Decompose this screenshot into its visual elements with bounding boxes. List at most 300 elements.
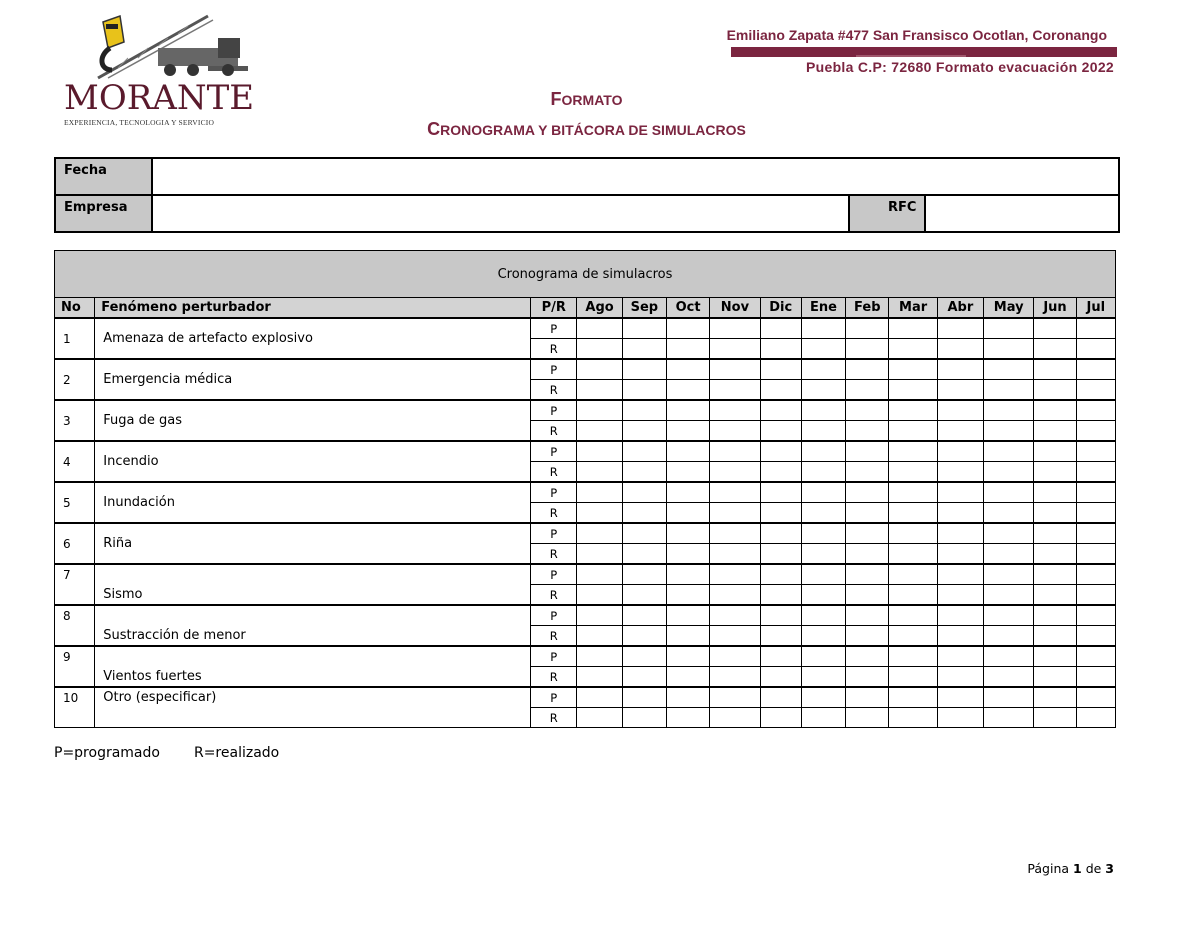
row-number: 2 [55,359,95,400]
schedule-cell-p[interactable] [1076,646,1115,667]
schedule-cell-r[interactable] [1034,339,1076,360]
schedule-cell-p[interactable] [666,400,709,421]
subtitle-rest: RONOGRAMA Y BITÁCORA DE SIMULACROS [440,122,746,138]
schedule-cell-r[interactable] [622,585,666,606]
schedule-cell-r[interactable] [1034,708,1076,728]
col-header-month: Ene [801,298,845,319]
schedule-cell-p[interactable] [710,646,760,667]
schedule-cell-p[interactable] [937,687,983,708]
schedule-cell-r[interactable] [984,544,1034,565]
schedule-cell-r[interactable] [801,339,845,360]
schedule-cell-r[interactable] [1034,421,1076,442]
table-row [55,564,1116,585]
schedule-cell-p[interactable] [577,523,622,544]
table-row [55,523,1116,544]
schedule-cell-r[interactable] [710,339,760,360]
schedule-cell-p[interactable] [577,359,622,380]
pr-label-p: P [531,359,577,380]
schedule-cell-p[interactable] [984,318,1034,339]
schedule-cell-r[interactable] [937,380,983,401]
schedule-cell-r[interactable] [710,585,760,606]
schedule-cell-p[interactable] [577,646,622,667]
schedule-cell-p[interactable] [1034,646,1076,667]
schedule-cell-r[interactable] [889,626,937,647]
schedule-cell-p[interactable] [622,400,666,421]
schedule-cell-r[interactable] [1076,708,1115,728]
schedule-cell-p[interactable] [710,318,760,339]
schedule-cell-p[interactable] [760,687,801,708]
schedule-cell-r[interactable] [937,421,983,442]
schedule-cell-p[interactable] [1076,687,1115,708]
schedule-cell-p[interactable] [889,441,937,462]
schedule-cell-p[interactable] [710,687,760,708]
schedule-cell-r[interactable] [666,380,709,401]
schedule-cell-r[interactable] [1034,667,1076,688]
table-row [55,441,1116,462]
rfc-label: RFC [849,195,925,232]
schedule-cell-p[interactable] [710,482,760,503]
schedule-cell-p[interactable] [622,318,666,339]
schedule-cell-r[interactable] [984,708,1034,728]
schedule-cell-p[interactable] [577,318,622,339]
schedule-cell-r[interactable] [666,339,709,360]
schedule-cell-r[interactable] [801,585,845,606]
schedule-cell-p[interactable] [760,318,801,339]
schedule-cell-p[interactable] [622,482,666,503]
pr-label-p: P [531,687,577,708]
schedule-cell-p[interactable] [622,359,666,380]
schedule-cell-p[interactable] [666,359,709,380]
schedule-cell-p[interactable] [710,605,760,626]
pr-label-r: R [531,544,577,565]
schedule-cell-r[interactable] [846,339,889,360]
schedule-cell-r[interactable] [577,667,622,688]
schedule-cell-p[interactable] [937,441,983,462]
schedule-cell-p[interactable] [1076,605,1115,626]
schedule-cell-r[interactable] [622,708,666,728]
schedule-cell-r[interactable] [1034,585,1076,606]
schedule-cell-r[interactable] [846,667,889,688]
legend-programado: P=programado [54,745,160,761]
schedule-cell-r[interactable] [666,626,709,647]
schedule-cell-p[interactable] [937,605,983,626]
schedule-cell-p[interactable] [666,318,709,339]
empresa-field[interactable] [152,195,849,232]
schedule-cell-p[interactable] [622,441,666,462]
schedule-cell-r[interactable] [801,421,845,442]
schedule-cell-r[interactable] [984,585,1034,606]
page-number [1027,861,1114,876]
schedule-cell-p[interactable] [577,441,622,462]
schedule-cell-p[interactable] [937,564,983,585]
schedule-cell-r[interactable] [710,626,760,647]
schedule-cell-p[interactable] [1076,400,1115,421]
schedule-cell-r[interactable] [666,585,709,606]
schedule-cell-r[interactable] [846,462,889,483]
schedule-cell-p[interactable] [710,359,760,380]
schedule-cell-p[interactable] [760,482,801,503]
pr-label-p: P [531,441,577,462]
pr-label-p: P [531,605,577,626]
schedule-cell-r[interactable] [1076,626,1115,647]
schedule-cell-r[interactable] [984,462,1034,483]
schedule-cell-p[interactable] [666,605,709,626]
schedule-cell-p[interactable] [622,687,666,708]
schedule-cell-p[interactable] [889,523,937,544]
schedule-cell-r[interactable] [984,667,1034,688]
schedule-cell-r[interactable] [666,544,709,565]
col-header-month: Oct [666,298,709,319]
table-row [55,359,1116,380]
schedule-cell-r[interactable] [889,585,937,606]
col-header-month: Dic [760,298,801,319]
schedule-cell-p[interactable] [801,400,845,421]
schedule-cell-r[interactable] [710,708,760,728]
schedule-cell-r[interactable] [846,544,889,565]
schedule-cell-p[interactable] [889,605,937,626]
schedule-cell-p[interactable] [760,441,801,462]
pr-label-p: P [531,400,577,421]
schedule-cell-r[interactable] [760,585,801,606]
schedule-cell-r[interactable] [937,626,983,647]
schedule-cell-p[interactable] [984,564,1034,585]
schedule-cell-r[interactable] [889,667,937,688]
page-current: 1 [1073,861,1082,876]
schedule-cell-r[interactable] [801,626,845,647]
schedule-cell-r[interactable] [846,503,889,524]
schedule-cell-p[interactable] [801,318,845,339]
title-initial: F [550,89,562,109]
schedule-cell-p[interactable] [889,564,937,585]
schedule-cell-r[interactable] [710,421,760,442]
schedule-cell-r[interactable] [577,421,622,442]
schedule-cell-p[interactable] [984,687,1034,708]
schedule-cell-p[interactable] [889,646,937,667]
schedule-cell-r[interactable] [666,421,709,442]
document-subtitle [0,119,1173,140]
schedule-cell-p[interactable] [937,646,983,667]
schedule-cell-p[interactable] [984,441,1034,462]
row-number: 9 [55,646,95,687]
schedule-cell-r[interactable] [889,544,937,565]
table-row [55,687,1116,708]
schedule-cell-p[interactable] [760,523,801,544]
company-logo [58,8,258,128]
schedule-cell-p[interactable] [984,523,1034,544]
schedule-cell-p[interactable] [666,482,709,503]
schedule-cell-r[interactable] [622,462,666,483]
schedule-cell-r[interactable] [622,626,666,647]
schedule-cell-p[interactable] [801,359,845,380]
schedule-cell-p[interactable] [710,441,760,462]
schedule-cell-r[interactable] [622,339,666,360]
schedule-cell-r[interactable] [984,503,1034,524]
schedule-cell-r[interactable] [1076,503,1115,524]
pr-label-r: R [531,503,577,524]
schedule-cell-p[interactable] [760,646,801,667]
schedule-cell-p[interactable] [760,564,801,585]
col-header-month: Mar [889,298,937,319]
schedule-cell-p[interactable] [801,687,845,708]
schedule-cell-r[interactable] [577,380,622,401]
schedule-cell-p[interactable] [889,359,937,380]
schedule-cell-p[interactable] [801,523,845,544]
schedule-cell-p[interactable] [760,359,801,380]
title-rest: ORMATO [561,92,623,108]
address-line-1: Emiliano Zapata #477 San Fransisco Ocotlan, Coronango [726,27,1107,43]
company-info-table [54,157,1120,233]
schedule-cell-r[interactable] [937,667,983,688]
schedule-cell-r[interactable] [984,421,1034,442]
fenomeno-name: Otro (especificar) [95,687,531,728]
schedule-cell-p[interactable] [801,441,845,462]
schedule-cell-p[interactable] [1034,400,1076,421]
schedule-cell-p[interactable] [937,523,983,544]
schedule-cell-r[interactable] [984,380,1034,401]
schedule-cell-r[interactable] [846,626,889,647]
schedule-cell-r[interactable] [1076,462,1115,483]
row-number: 8 [55,605,95,646]
schedule-cell-r[interactable] [710,462,760,483]
schedule-cell-p[interactable] [710,523,760,544]
schedule-cell-r[interactable] [984,339,1034,360]
schedule-cell-r[interactable] [1076,667,1115,688]
pr-label-p: P [531,646,577,667]
schedule-cell-r[interactable] [577,708,622,728]
schedule-cell-r[interactable] [577,462,622,483]
schedule-cell-p[interactable] [801,646,845,667]
schedule-cell-p[interactable] [1076,441,1115,462]
fecha-label: Fecha [55,158,152,195]
schedule-cell-r[interactable] [937,462,983,483]
schedule-cell-p[interactable] [622,646,666,667]
schedule-cell-p[interactable] [801,564,845,585]
schedule-cell-r[interactable] [577,585,622,606]
schedule-cell-p[interactable] [984,482,1034,503]
schedule-cell-r[interactable] [801,503,845,524]
schedule-cell-p[interactable] [801,482,845,503]
fenomeno-name: Sismo [95,564,531,605]
schedule-cell-p[interactable] [1076,523,1115,544]
schedule-cell-p[interactable] [846,605,889,626]
schedule-cell-r[interactable] [1034,380,1076,401]
schedule-cell-r[interactable] [846,421,889,442]
schedule-cell-p[interactable] [846,646,889,667]
schedule-cell-r[interactable] [760,503,801,524]
schedule-cell-p[interactable] [577,687,622,708]
col-header-month: Nov [710,298,760,319]
schedule-cell-r[interactable] [1034,462,1076,483]
schedule-cell-r[interactable] [801,667,845,688]
schedule-cell-p[interactable] [1076,318,1115,339]
schedule-cell-r[interactable] [622,667,666,688]
schedule-cell-r[interactable] [710,667,760,688]
col-header-month: May [984,298,1034,319]
schedule-cell-r[interactable] [801,462,845,483]
schedule-cell-r[interactable] [846,708,889,728]
schedule-cell-r[interactable] [937,544,983,565]
schedule-cell-r[interactable] [889,503,937,524]
schedule-cell-p[interactable] [1076,564,1115,585]
schedule-cell-p[interactable] [666,523,709,544]
schedule-cell-r[interactable] [889,708,937,728]
schedule-cell-r[interactable] [666,462,709,483]
row-number: 3 [55,400,95,441]
schedule-cell-r[interactable] [937,503,983,524]
schedule-cell-r[interactable] [889,421,937,442]
col-header-month: Sep [622,298,666,319]
schedule-cell-r[interactable] [801,380,845,401]
schedule-cell-r[interactable] [760,462,801,483]
schedule-cell-p[interactable] [622,523,666,544]
schedule-cell-p[interactable] [666,441,709,462]
schedule-cell-r[interactable] [760,626,801,647]
schedule-cell-r[interactable] [1034,544,1076,565]
schedule-cell-r[interactable] [577,544,622,565]
schedule-cell-r[interactable] [622,503,666,524]
pr-label-p: P [531,318,577,339]
schedule-cell-r[interactable] [666,503,709,524]
table-row [55,646,1116,667]
schedule-cell-p[interactable] [984,359,1034,380]
schedule-cell-p[interactable] [1034,523,1076,544]
schedule-cell-r[interactable] [846,585,889,606]
schedule-cell-r[interactable] [937,339,983,360]
schedule-cell-p[interactable] [937,400,983,421]
schedule-cell-p[interactable] [577,400,622,421]
schedule-cell-p[interactable] [801,605,845,626]
schedule-cell-p[interactable] [710,564,760,585]
schedule-cell-r[interactable] [666,708,709,728]
schedule-cell-p[interactable] [984,400,1034,421]
schedule-cell-r[interactable] [666,667,709,688]
fecha-field[interactable] [152,158,1119,195]
schedule-cell-p[interactable] [846,400,889,421]
schedule-cell-r[interactable] [801,708,845,728]
schedule-cell-r[interactable] [1076,421,1115,442]
schedule-cell-p[interactable] [937,359,983,380]
schedule-cell-r[interactable] [1076,339,1115,360]
rfc-field[interactable] [925,195,1119,232]
schedule-cell-r[interactable] [710,380,760,401]
schedule-cell-p[interactable] [846,564,889,585]
schedule-cell-r[interactable] [760,421,801,442]
schedule-cell-p[interactable] [622,605,666,626]
schedule-cell-p[interactable] [984,646,1034,667]
schedule-cell-r[interactable] [760,708,801,728]
pr-label-r: R [531,380,577,401]
schedule-cell-p[interactable] [889,482,937,503]
schedule-cell-p[interactable] [1034,687,1076,708]
row-number: 4 [55,441,95,482]
schedule-cell-p[interactable] [937,318,983,339]
row-number: 10 [55,687,95,728]
schedule-cell-r[interactable] [1076,544,1115,565]
crane-icon [58,8,258,88]
schedule-cell-p[interactable] [622,564,666,585]
schedule-cell-p[interactable] [666,564,709,585]
schedule-cell-p[interactable] [1034,441,1076,462]
schedule-cell-p[interactable] [577,482,622,503]
schedule-cell-p[interactable] [760,605,801,626]
schedule-cell-r[interactable] [622,544,666,565]
schedule-cell-p[interactable] [1034,359,1076,380]
schedule-cell-r[interactable] [937,585,983,606]
schedule-cell-p[interactable] [577,564,622,585]
schedule-cell-r[interactable] [622,421,666,442]
schedule-cell-p[interactable] [889,318,937,339]
col-header-no: No [55,298,95,319]
schedule-cell-p[interactable] [1034,564,1076,585]
schedule-cell-p[interactable] [666,687,709,708]
schedule-cell-r[interactable] [710,544,760,565]
pr-label-r: R [531,462,577,483]
table-row [55,400,1116,421]
schedule-cell-r[interactable] [1076,380,1115,401]
pr-label-r: R [531,339,577,360]
pr-label-r: R [531,585,577,606]
schedule-cell-p[interactable] [846,482,889,503]
schedule-cell-r[interactable] [760,667,801,688]
schedule-cell-p[interactable] [1034,482,1076,503]
schedule-cell-r[interactable] [577,503,622,524]
schedule-cell-p[interactable] [760,400,801,421]
schedule-cell-r[interactable] [984,626,1034,647]
schedule-cell-r[interactable] [1034,626,1076,647]
schedule-cell-r[interactable] [801,544,845,565]
schedule-cell-p[interactable] [846,441,889,462]
schedule-cell-p[interactable] [889,400,937,421]
schedule-cell-r[interactable] [889,339,937,360]
fenomeno-name: Sustracción de menor [95,605,531,646]
schedule-cell-r[interactable] [622,380,666,401]
schedule-cell-p[interactable] [1034,318,1076,339]
schedule-cell-r[interactable] [889,462,937,483]
pr-label-r: R [531,708,577,728]
schedule-cell-r[interactable] [1076,585,1115,606]
schedule-cell-r[interactable] [937,708,983,728]
schedule-cell-p[interactable] [577,605,622,626]
schedule-cell-r[interactable] [889,380,937,401]
legend [54,745,279,761]
logo-tagline: EXPERIENCIA, TECNOLOGIA Y SERVICIO [64,118,215,127]
schedule-cell-p[interactable] [1034,605,1076,626]
schedule-cell-r[interactable] [760,339,801,360]
fenomeno-name: Incendio [95,441,531,482]
schedule-cell-p[interactable] [937,482,983,503]
schedule-cell-p[interactable] [846,359,889,380]
schedule-cell-p[interactable] [666,646,709,667]
schedule-cell-r[interactable] [760,380,801,401]
schedule-cell-p[interactable] [710,400,760,421]
schedule-cell-p[interactable] [846,523,889,544]
schedule-cell-p[interactable] [889,687,937,708]
schedule-cell-r[interactable] [577,626,622,647]
schedule-cell-p[interactable] [984,605,1034,626]
schedule-cell-p[interactable] [846,318,889,339]
fenomeno-name: Vientos fuertes [95,646,531,687]
schedule-cell-r[interactable] [710,503,760,524]
pr-label-p: P [531,523,577,544]
row-number: 5 [55,482,95,523]
schedule-cell-p[interactable] [1076,482,1115,503]
schedule-cell-p[interactable] [1076,359,1115,380]
schedule-cell-r[interactable] [1034,503,1076,524]
schedule-cell-r[interactable] [577,339,622,360]
schedule-cell-r[interactable] [760,544,801,565]
schedule-cell-p[interactable] [846,687,889,708]
schedule-cell-r[interactable] [846,380,889,401]
